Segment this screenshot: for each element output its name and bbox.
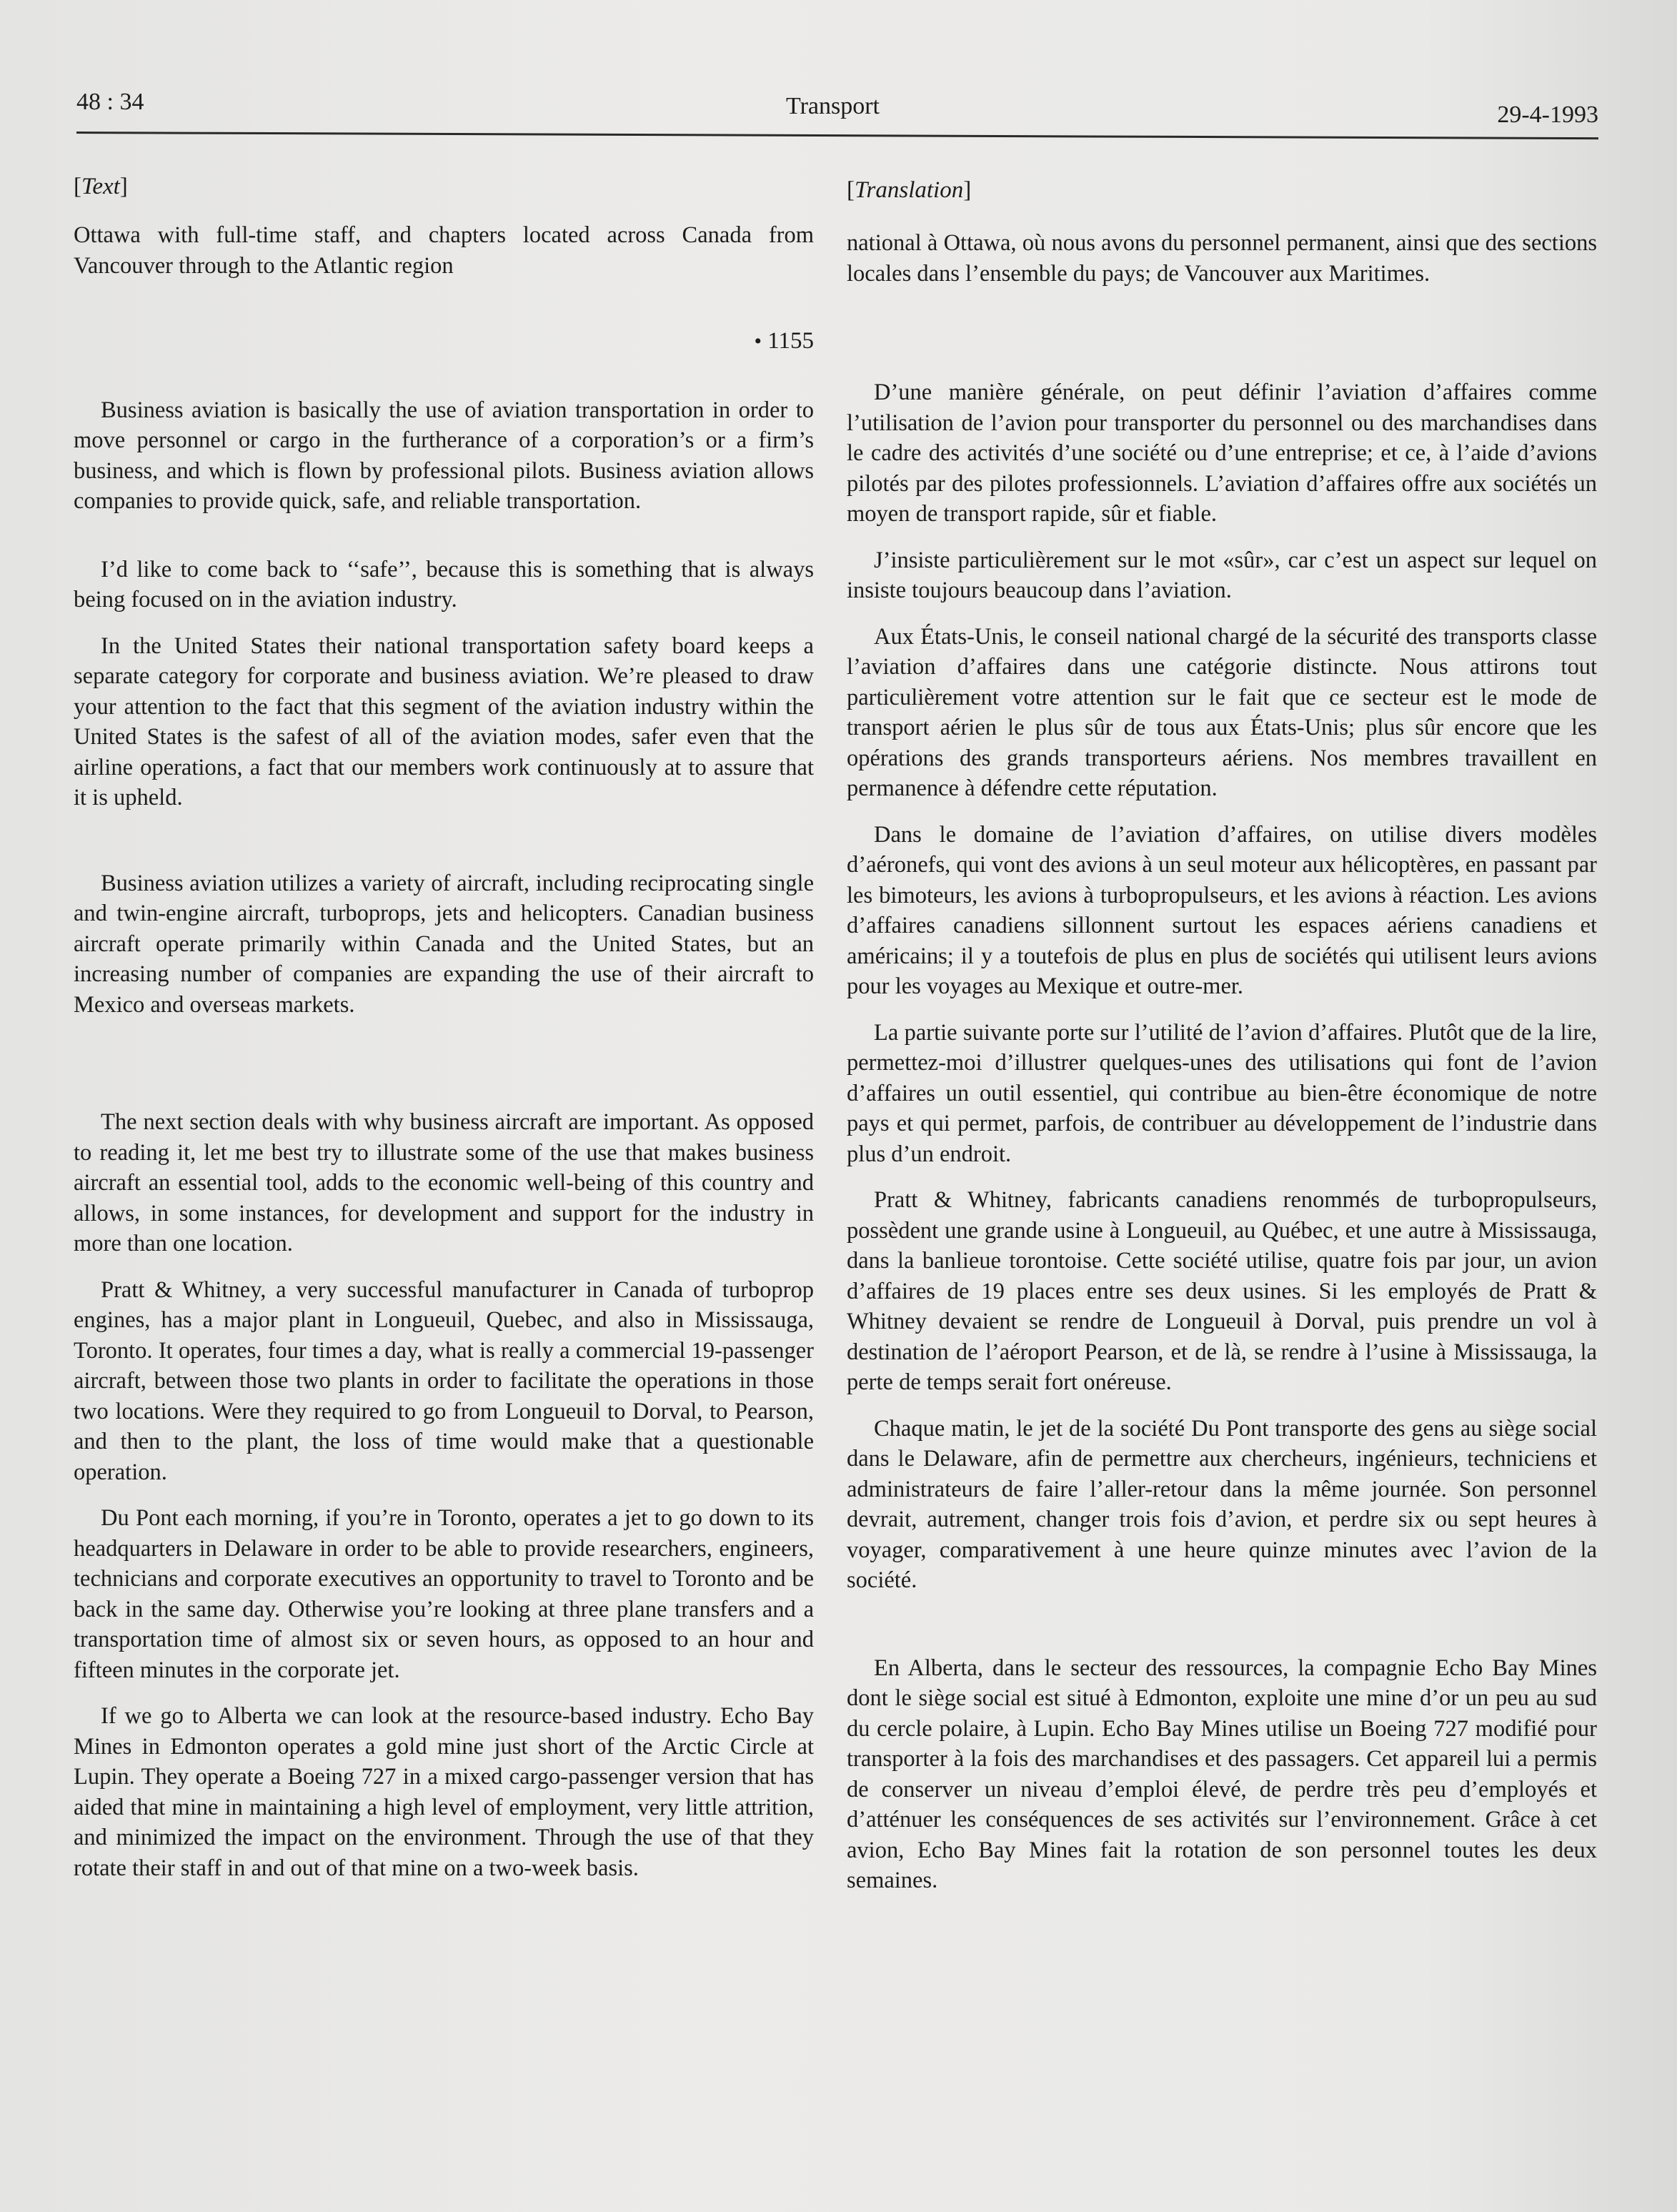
paragraph: Pratt & Whitney, a very successful manufacturer in Canada of turboprop engines, has a major plant in Longueuil, Quebec, and also in Mississauga, Toronto. It operates, four times a day, what is really a commercial 19-passenger aircraft, between those two plants in order to facilitate the operations in those two locations. Were they required to go from Longueuil to Dorval, to Pearson, and then to the plant, the loss of time would make that a questionable operation. <box>74 1276 814 1485</box>
column-label-translation: [Translation] <box>847 177 972 203</box>
paragraph: national à Ottawa, où nous avons du personnel permanent, ainsi que des sections locales dans l’ensemble du pays; de Vancouver aux Maritimes. <box>847 230 1597 287</box>
header-date: 29-4-1993 <box>1497 101 1598 128</box>
paragraph: Chaque matin, le jet de la société Du Pont transporte des gens au siège social dans le Delaware, afin de permettre aux chercheurs, ingénieurs, techniciens et administrateurs de faire l’aller-retour dans la même journée. Son personnel devrait, autrement, changer trois fois d’avion, et perdre six ou sept heures à voyager, comparativement à une heure quinze minutes avec l’avion de la société. <box>847 1415 1597 1593</box>
bullet-icon: • <box>754 329 762 353</box>
paragraph: Du Pont each morning, if you’re in Toronto, operates a jet to go down to its headquarters in Delaware in order to be able to provide researchers, engineers, technicians and corporate executives an opportunity to travel to Toronto and be back in the same day. Otherwise you’re looking at three plane transfers and a transportation time of almost six or seven hours, as opposed to an hour and fifteen minutes in the corporate jet. <box>74 1505 814 1683</box>
french-column <box>847 172 1597 1896</box>
time-marker-value: 1155 <box>767 328 814 354</box>
paragraph: La partie suivante porte sur l’utilité de l’avion d’affaires. Plutôt que de la lire, permettez-moi d’illustrer quelques-unes des utilisations qui font de l’avion d’affaires un outil essentiel, qui contribue au bien-être économique de notre pays et qui permet, parfois, de contribuer au développement de l’industrie dans plus d’un endroit. <box>847 1019 1597 1167</box>
time-marker <box>74 326 814 357</box>
paragraph: The next section deals with why business aircraft are important. As opposed to reading it, let me best try to illustrate some of the use that makes business aircraft an essential tool, adds to the economic well-being of this country and allows, in some instances, for development and support for the industry in more than one location. <box>74 1109 814 1256</box>
paragraph: Aux États-Unis, le conseil national chargé de la sécurité des transports classe l’aviation d’affaires dans une catégorie distincte. Nous attirons tout particulièrement votre attention sur le fait que ce secteur est le mode de transport aérien le plus sûr de tous aux États-Unis; plus sûr encore que les opérations des grands transporteurs aériens. Nos membres travaillent en permanence à défendre cette réputation. <box>847 623 1597 801</box>
column-label-text: [Text] <box>74 174 128 199</box>
paragraph: If we go to Alberta we can look at the resource-based industry. Echo Bay Mines in Edmonton operates a gold mine just short of the Arctic Circle at Lupin. They operate a Boeing 727 in a mixed cargo-passenger version that has aided that mine in maintaining a high level of employment, very little attrition, and minimized the impact on the environment. Through the use of that they rotate their staff in and out of that mine on a two-week basis. <box>74 1703 814 1881</box>
header-title: Transport <box>786 93 880 119</box>
running-head <box>76 84 1598 134</box>
paragraph: Business aviation utilizes a variety of aircraft, including reciprocating single and twin-engine aircraft, turboprops, jets and helicopters. Canadian business aircraft operate primarily within Canada and the United States, but an increasing number of companies are expanding the use of their aircraft to Mexico and overseas markets. <box>74 870 814 1018</box>
paragraph: Ottawa with full-time staff, and chapters located across Canada from Vancouver through to the Atlantic region <box>74 222 814 279</box>
paragraph: In the United States their national transportation safety board keeps a separate category for corporate and business aviation. We’re pleased to draw your attention to the fact that this segment of the aviation industry within the United States is the safest of all of the aviation modes, safer even that the airline operations, a fact that our members work continuously at to assure that it is upheld. <box>74 633 814 810</box>
paragraph: Pratt & Whitney, fabricants canadiens renommés de turbopropulseurs, possèdent une grande usine à Longueuil, au Québec, et une autre à Mississauga, dans la banlieue torontoise. Cette société utilise, quatre fois par jour, un avion d’affaires de 19 places entre ses deux usines. Si les employés de Pratt & Whitney devaient se rendre de Longueuil à Dorval, puis prendre un vol à destination de l’aéroport Pearson, et de là, se rendre à l’usine à Mississauga, la perte de temps serait fort onéreuse. <box>847 1187 1597 1395</box>
page-reference: 48 : 34 <box>76 89 144 115</box>
paragraph: En Alberta, dans le secteur des ressources, la compagnie Echo Bay Mines dont le siège social est situé à Edmonton, exploite une mine d’or un peu au sud du cercle polaire, à Lupin. Echo Bay Mines utilise un Boeing 727 modifié pour transporter à la fois des marchandises et des passagers. Cet appareil lui a permis de conserver un niveau d’emploi élevé, de perdre très peu d’employés et d’atténuer les conséquences de ses activités sur l’environnement. Grâce à cet avion, Echo Bay Mines fait la rotation de son personnel toutes les deux semaines. <box>847 1655 1597 1893</box>
paragraph: Business aviation is basically the use of aviation transportation in order to move personnel or cargo in the furtherance of a corporation’s or a firm’s business, and which is flown by professional pilots. Business aviation allows companies to provide quick, safe, and reliable transportation. <box>74 397 814 514</box>
paragraph: I’d like to come back to ‘‘safe’’, because this is something that is always being focused on in the aviation industry. <box>74 556 814 612</box>
paragraph: J’insiste particulièrement sur le mot «sûr», car c’est un aspect sur lequel on insiste toujours beaucoup dans l’aviation. <box>847 547 1597 603</box>
paragraph: Dans le domaine de l’aviation d’affaires, on utilise divers modèles d’aéronefs, qui vont des avions à un seul moteur aux hélicoptères, en passant par les bimoteurs, les avions à turbopropulseurs, et les avions à réaction. Les avions d’affaires canadiens sillonnent surtout les espaces aériens canadiens et américains; il y a toutefois de plus en plus de sociétés qui utilisent leurs avions pour les voyages au Mexique et outre-mer. <box>847 821 1597 999</box>
english-column <box>74 172 814 1883</box>
paragraph: D’une manière générale, on peut définir l’aviation d’affaires comme l’utilisation de l’avion pour transporter du personnel ou des marchandises dans le cadre des activités d’une société ou d’une entreprise; et ce, à l’aide d’avions pilotés par des pilotes professionnels. L’aviation d’affaires offre aux sociétés un moyen de transport rapide, sûr et fiable. <box>847 380 1597 527</box>
